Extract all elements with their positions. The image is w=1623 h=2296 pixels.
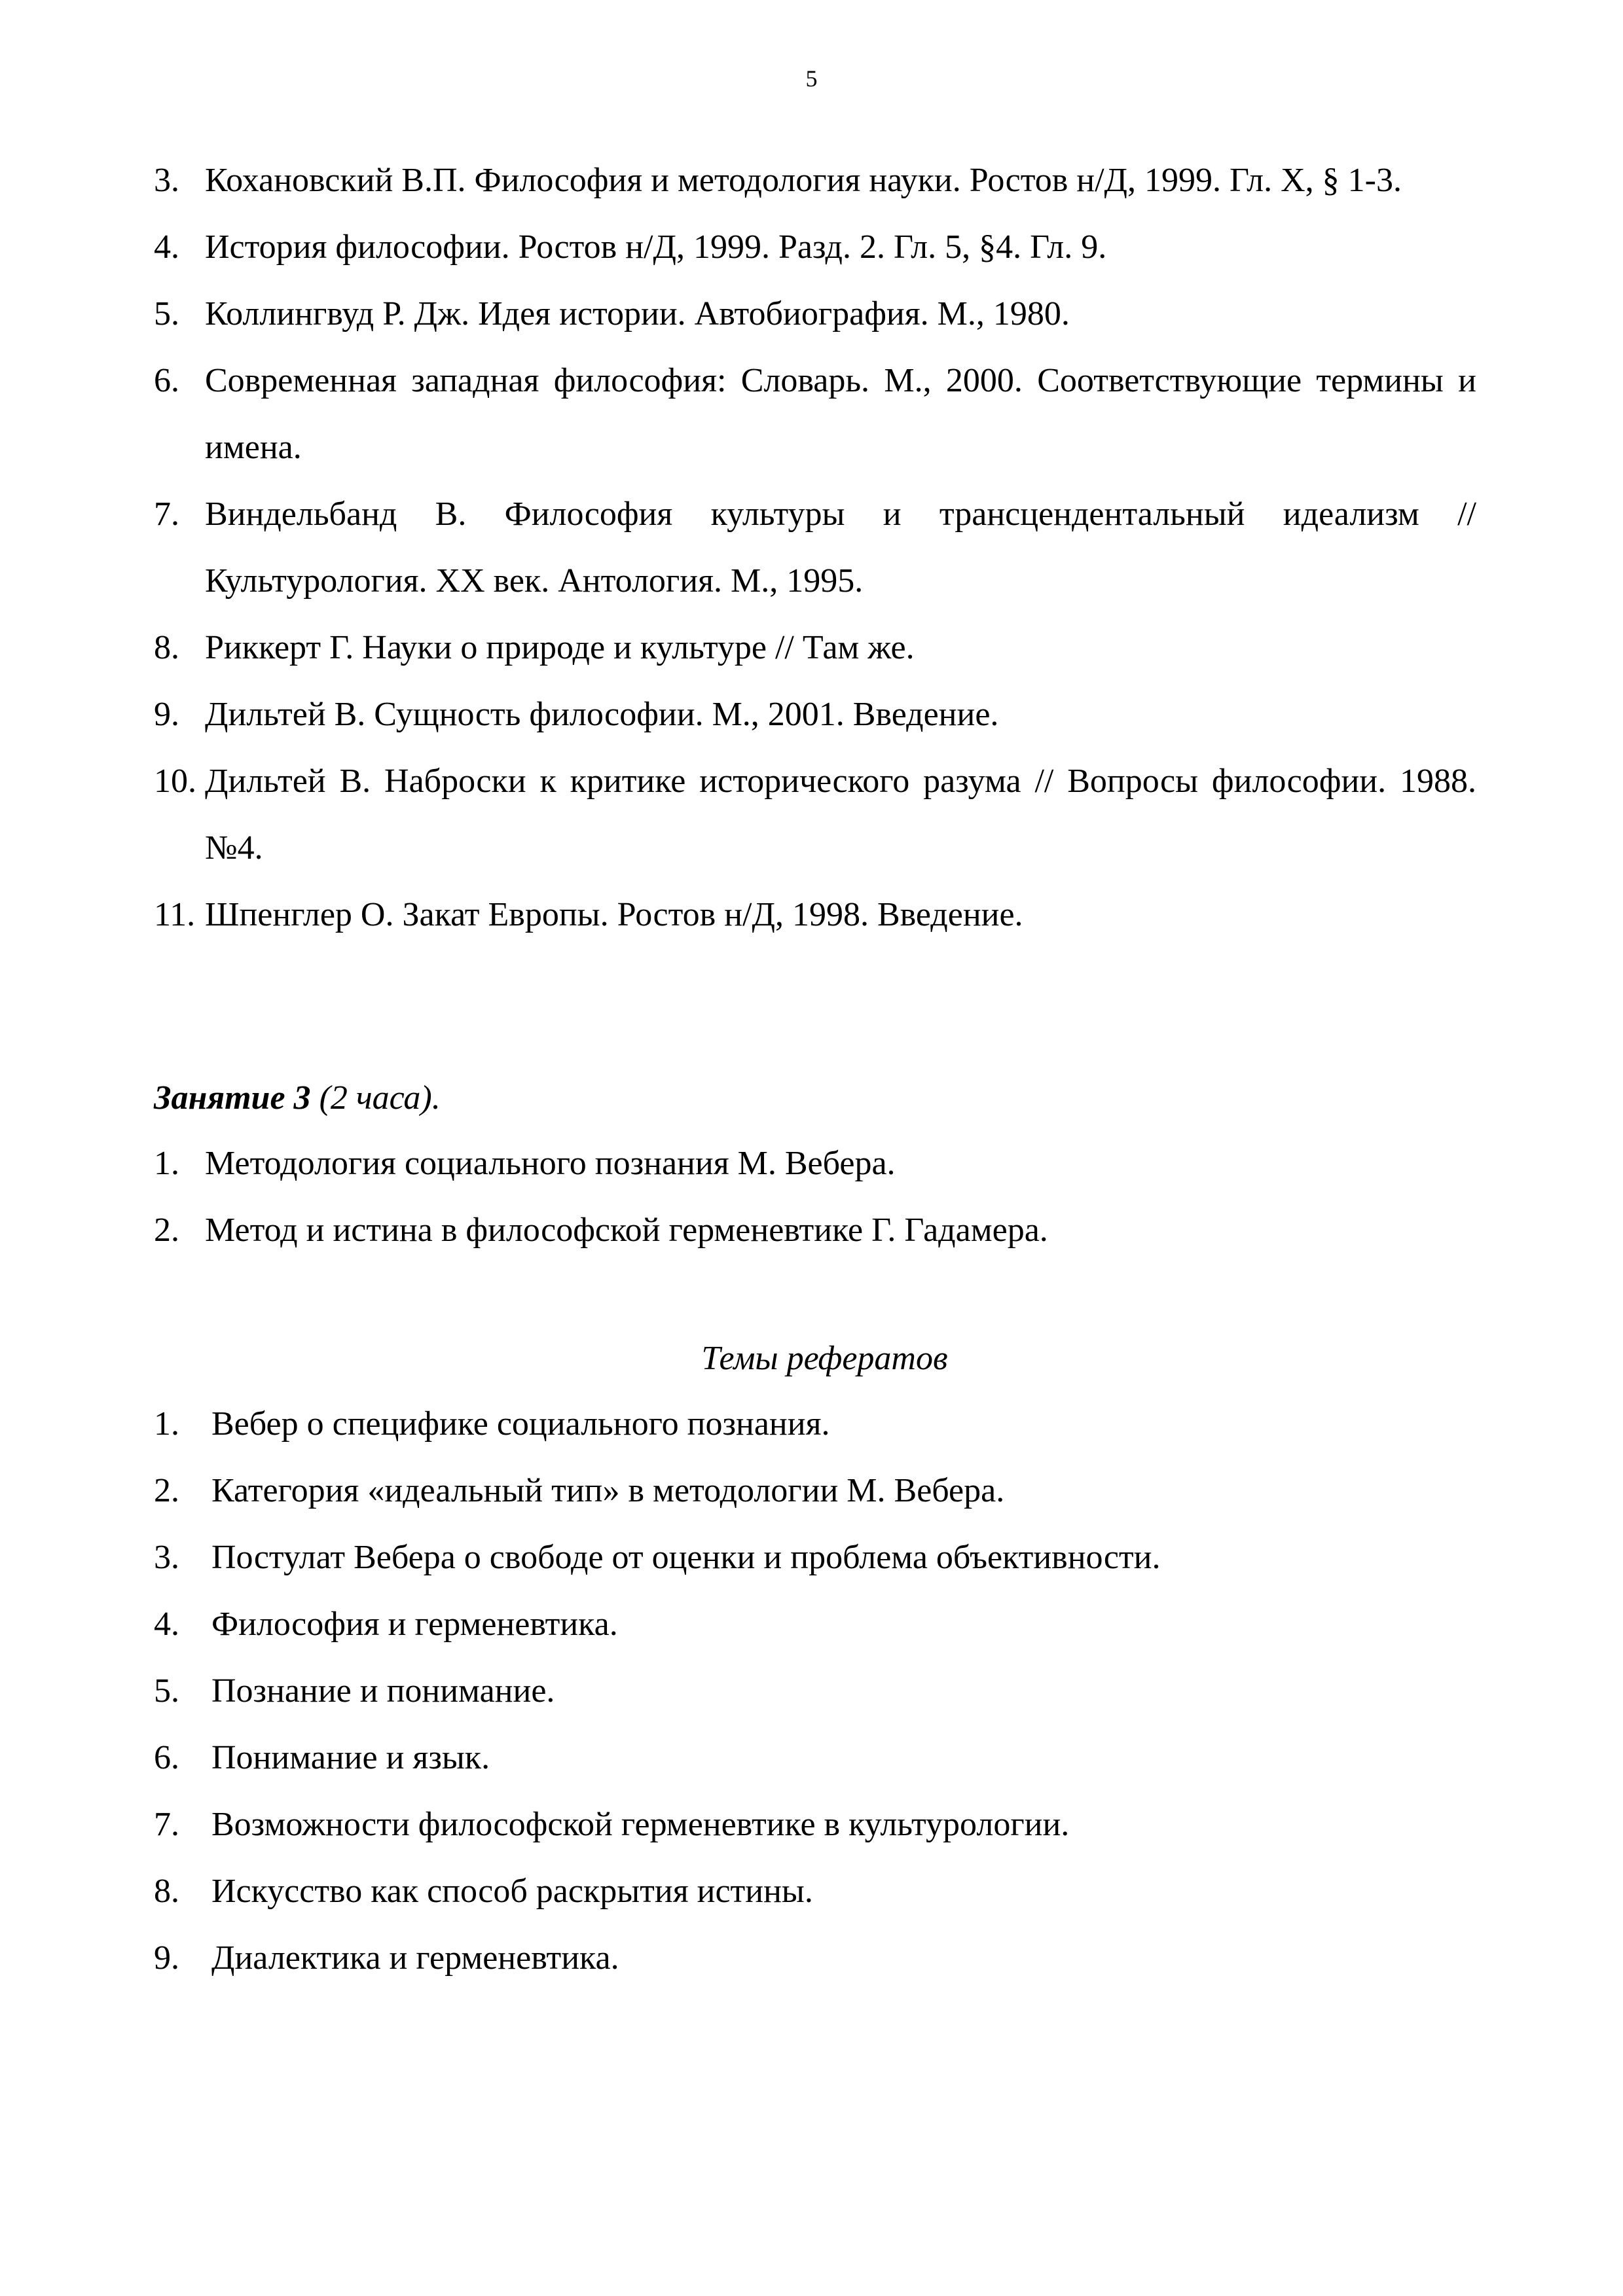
topic-number: 3.	[154, 1539, 179, 1576]
reference-text: История философии. Ростов н/Д, 1999. Разд. 2. Гл. 5, §4. Гл. 9.	[205, 228, 1107, 266]
topic-text: Вебер о специфике социального познания.	[211, 1405, 830, 1443]
reference-text: Шпенглер О. Закат Европы. Ростов н/Д, 1998. Введение.	[205, 896, 1023, 933]
essay-topic	[154, 1524, 1476, 1591]
reference-number: 5.	[154, 295, 179, 332]
essay-topic	[154, 1391, 1476, 1458]
topic-text: Понимание и язык.	[211, 1739, 490, 1776]
reference-text: Современная западная философия: Словарь. М., 2000. Соответствующие термины и имена.	[205, 362, 1476, 466]
session-question-list	[154, 1130, 1476, 1264]
question-number: 2.	[154, 1211, 179, 1249]
topic-number: 6.	[154, 1739, 179, 1776]
reference-number: 6.	[154, 362, 179, 399]
essay-topic	[154, 1725, 1476, 1791]
reference-item	[154, 748, 1476, 882]
topic-number: 1.	[154, 1405, 179, 1443]
session-heading	[154, 1065, 441, 1132]
question-text: Методология социального познания М. Вебера.	[205, 1145, 896, 1182]
topic-number: 5.	[154, 1672, 179, 1710]
essay-topic	[154, 1458, 1476, 1524]
topics-heading: Темы рефератов	[701, 1340, 948, 1377]
reference-text: Кохановский В.П. Философия и методология науки. Ростов н/Д, 1999. Гл. X, § 1-3.	[205, 162, 1402, 199]
reference-item	[154, 681, 1476, 748]
reference-item	[154, 147, 1476, 214]
reference-number: 7.	[154, 495, 179, 533]
session-duration: (2 часа).	[319, 1079, 441, 1117]
topic-number: 9.	[154, 1939, 179, 1977]
reference-text: Коллингвуд Р. Дж. Идея истории. Автобиография. М., 1980.	[205, 295, 1070, 332]
question-number: 1.	[154, 1145, 179, 1182]
reference-item	[154, 214, 1476, 281]
essay-topic	[154, 1591, 1476, 1658]
topic-text: Искусство как способ раскрытия истины.	[211, 1873, 813, 1910]
reference-number: 8.	[154, 629, 179, 666]
topic-text: Диалектика и герменевтика.	[211, 1939, 619, 1977]
essay-topic	[154, 1791, 1476, 1858]
essay-topic	[154, 1658, 1476, 1725]
reference-item	[154, 348, 1476, 481]
topic-number: 4.	[154, 1605, 179, 1643]
reference-item	[154, 281, 1476, 348]
topic-number: 7.	[154, 1806, 179, 1843]
reference-number: 11.	[154, 896, 196, 933]
reference-list	[154, 147, 1476, 948]
reference-item	[154, 882, 1476, 948]
topic-number: 2.	[154, 1472, 179, 1509]
reference-text: Дильтей В. Наброски к критике исторического разума // Вопросы философии. 1988. №4.	[205, 762, 1476, 867]
reference-text: Дильтей В. Сущность философии. М., 2001. Введение.	[205, 696, 999, 733]
session-title: Занятие 3	[154, 1079, 311, 1117]
reference-number: 9.	[154, 696, 179, 733]
session-question	[154, 1197, 1476, 1264]
reference-item	[154, 615, 1476, 681]
question-text: Метод и истина в философской герменевтике Г. Гадамера.	[205, 1211, 1048, 1249]
reference-number: 4.	[154, 228, 179, 266]
topic-number: 8.	[154, 1873, 179, 1910]
essay-topic	[154, 1858, 1476, 1925]
reference-text: Виндельбанд В. Философия культуры и трансцендентальный идеализм // Культурология. XX век. Антология. М., 1995.	[205, 495, 1476, 600]
topic-text: Возможности философской герменевтике в культурологии.	[211, 1806, 1070, 1843]
topic-text: Философия и герменевтика.	[211, 1605, 618, 1643]
topic-text: Постулат Вебера о свободе от оценки и проблема объективности.	[211, 1539, 1161, 1576]
reference-text: Риккерт Г. Науки о природе и культуре // Там же.	[205, 629, 915, 666]
topic-text: Категория «идеальный тип» в методологии М. Вебера.	[211, 1472, 1005, 1509]
topic-text: Познание и понимание.	[211, 1672, 555, 1710]
page-number: 5	[805, 65, 818, 92]
session-question	[154, 1130, 1476, 1197]
reference-number: 10.	[154, 762, 196, 800]
reference-number: 3.	[154, 162, 179, 199]
reference-item	[154, 481, 1476, 615]
essay-topic-list	[154, 1391, 1476, 1992]
essay-topic	[154, 1925, 1476, 1992]
